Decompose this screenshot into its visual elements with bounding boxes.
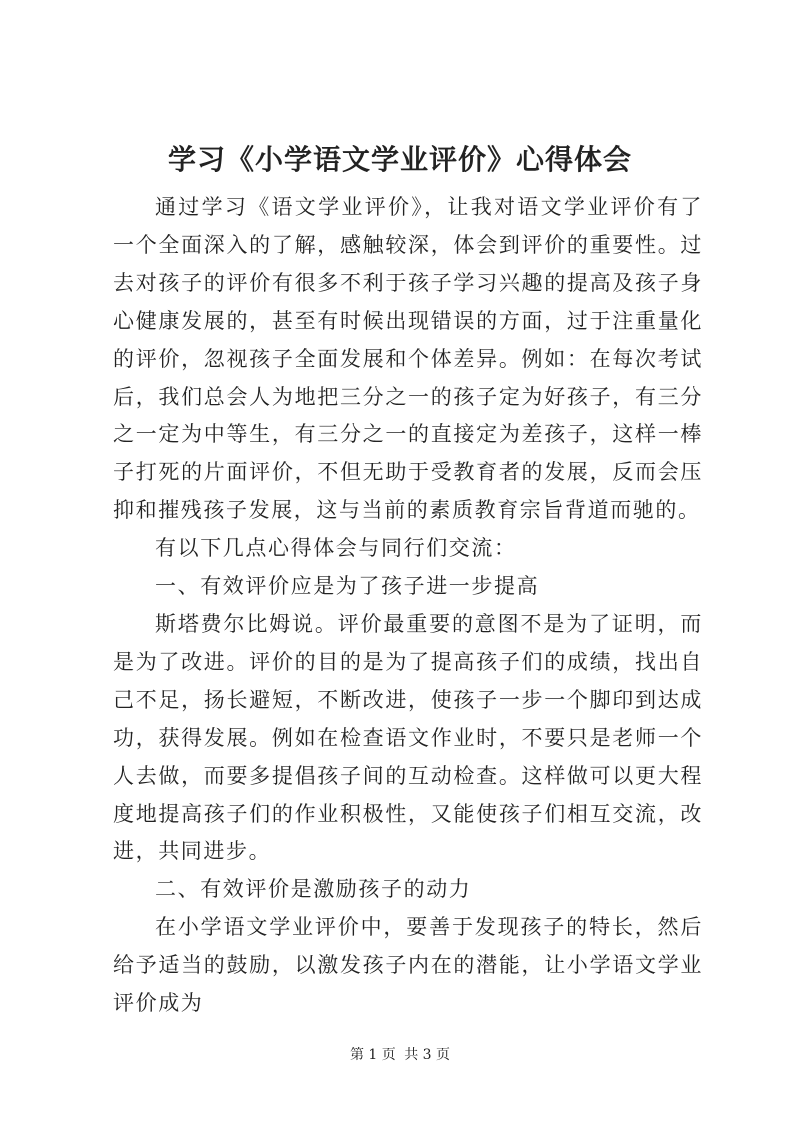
paragraph-section-1: 斯塔费尔比姆说。评价最重要的意图不是为了证明，而是为了改进。评价的目的是为了提高孩子们的成绩，找出自己不足，扬长避短，不断改进，使孩子一步一个脚印到达成功，获得发展。例如在检查语文作业时，不要只是老师一个人去做，而要多提倡孩子间的互动检查。这样做可以更大程度地提高孩子们的作业积极性，又能使孩子们相互交流，改进，共同进步。 xyxy=(113,611,703,864)
paragraph-lead-in: 有以下几点心得体会与同行们交流： xyxy=(155,536,517,561)
page-total: 共 3 页 xyxy=(404,1047,451,1063)
paragraph-intro: 通过学习《语文学业评价》，让我对语文学业评价有了一个全面深入的了解，感触较深，体会到评价的重要性。过去对孩子的评价有很多不利于孩子学习兴趣的提高及孩子身心健康发展的，甚至有时候出现错误的方面，过于注重量化的评价，忽视孩子全面发展和个体差异。例如：在每次考试后，我们总会人为地把三分之一的孩子定为好孩子，有三分之一定为中等生，有三分之一的直接定为差孩子，这样一棒子打死的片面评价，不但无助于受教育者的发展，反而会压抑和摧残孩子发展，这与当前的素质教育宗旨背道而驰的。 xyxy=(113,195,703,523)
document-body xyxy=(113,189,703,1023)
paragraph-section-2: 在小学语文学业评价中，要善于发现孩子的特长，然后给予适当的鼓励，以激发孩子内在的潜能，让小学语文学业评价成为 xyxy=(113,915,703,1016)
page-number: 第 1 页 xyxy=(349,1047,396,1063)
section-heading-2: 二、有效评价是激励孩子的动力 xyxy=(155,877,472,902)
page-footer xyxy=(0,1045,800,1065)
section-heading-1: 一、有效评价应是为了孩子进一步提高 xyxy=(155,574,540,599)
page-title: 学习《小学语文学业评价》心得体会 xyxy=(167,143,632,176)
